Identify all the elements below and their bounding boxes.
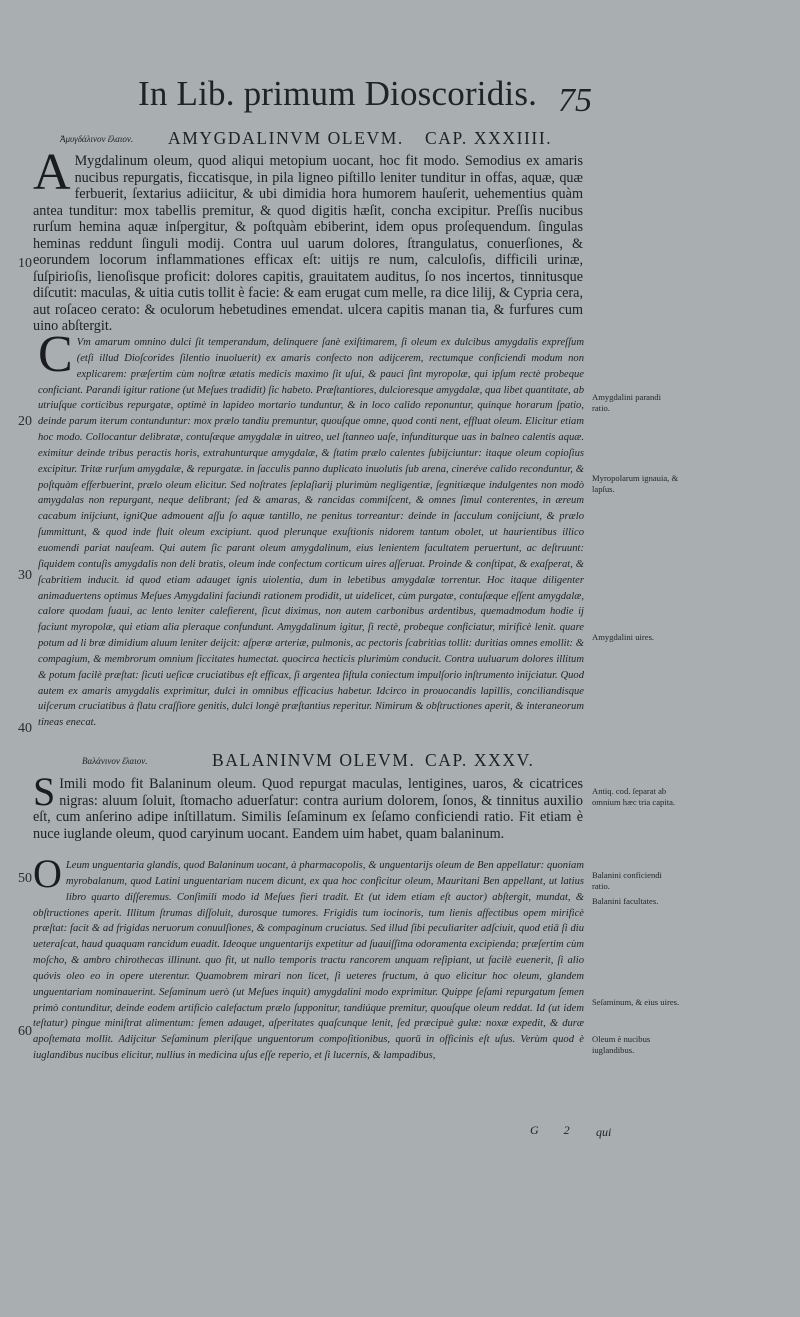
chapter-number: CAP. XXXIIII. — [425, 128, 553, 148]
line-number: 10 — [18, 256, 32, 271]
chapter-title: BALANINVM OLEVM. — [212, 750, 416, 770]
greek-title: Βαλάνινον ἔλαιον. — [82, 756, 148, 766]
catchword: qui — [596, 1125, 612, 1139]
line-number: 50 — [18, 871, 32, 886]
page-number: 75 — [558, 82, 592, 119]
chapter-heading — [0, 750, 800, 772]
margin-note: Antiq. cod. ſeparat ab omnium hæc tria capita. — [592, 786, 676, 807]
line-number: 30 — [18, 568, 32, 583]
chapter-heading — [0, 128, 800, 150]
margin-note: Myropolarum ignauia, & lapſus. — [592, 473, 679, 494]
drop-cap: S — [33, 769, 56, 814]
margin-note: Balanini conficiendi ratio. — [592, 870, 662, 891]
margin-note: Seſaminum, & eius uires. — [592, 997, 680, 1007]
margin-note: Oleum è nucibus iuglandibus. — [592, 1034, 651, 1055]
chapter-number: CAP. XXXV. — [425, 750, 535, 770]
drop-cap: O — [33, 851, 62, 896]
chapter-title: AMYGDALINVM OLEVM. — [168, 128, 404, 148]
margin-note: Amygdalini uires. — [592, 632, 655, 642]
line-number: 60 — [18, 1024, 32, 1039]
commentary-body: Vm amarum omnino dulci ſit temperandum, delinquere ſanè exiſtimarem, ſi oleum ex dulcibus amygdalis expreſſum (etſi illud Dioſcorides ſilentio inuoluerit) ex amaris confecto non adijcerem, rectumque conficiendi modum non explicarem: præſertim cùm noſtræ ætatis medicis maximo ſit uſui, & pauci ſint myropolæ, qui ipſum rectè probeque conficiant. Parandi igitur ratione (ut Meſues tradidit) ſic habeto. Præſtantiores, dulcioresque amygdalæ, qua libet quantitate, ab utriuſque corticibus repurgatæ, optimè in lapideo mortario tunduntur, & in loco calido reponuntur, quinque horarum ſpatio, deinde parum iterum contunduntur: mox prælo tandiu premuntur, quouſque omne, quod conti nent, effluat oleum. Elicitur etiam hoc modo. Collocantur delibratæ, contuſæque amygdalæ in uitreo, uel ſtanneo uaſe, infunditurque uas in balneo calentis aquæ. eximitur deinde tribus peractis horis, extrahunturque amygdalæ, & ſtatim prælo calentes ſubijciuntur: itaque oleum copioſius excipitur. Tritæ rurſum amygdalæ, & repurgatæ. in ſacculis panno duplicato inuolutis ſub arena, cineréve calido reconduntur, & poſtquàm efferbuerint, prælo oleum elicitur. Sed noſtrates ſeplaſiarij plurimùm negligentiæ, ſegnitiæque indulgentes non modò amygdalas non repurgant, neque delibrant; ſed & amaras, & rancidas commiſcent, & omnes ſimul conterentes, in æreum cacabum inijciunt, igniQue admouent aſſu ſo aquæ tantillo, ne penitus torreantur: deinde in ſacculum conijciunt, & prælo ſummittunt, & quod inde fluit oleum excipiunt. quod plerunque exuſtionis nidorem tantum obolet, ut haurientibus illico euomendi pariat nauſeam. Qui autem ſic parant oleum amygdalinum, eius lenientem facultatem peruertunt, ac deſtruunt: ſiquidem contuſis amygdalis non deli bratis, oleum inde confectum corticum uires aſſeruat. Proinde & conſtipat, & exaſperat, & ſcabritiem inducit. id quod etiam adauget ignis uiolentia, dum in lebetibus amygdalæ torrentur. Hoc itaque diligenter animaduertens optimus Meſues Amygdalini faciundi rationem prodidit, ut uidelicet, cùm purgatæ, contuſæque eſſent amygdalæ, calore quodam ſuaui, ac lento leniter calefierent, ſicut diximus, non autem carbonibus ardentibus, quemadmodum hodie ij faciunt myropolæ, qui etiam alia pleraque confundunt. Amygdalinum igitur, ſi rectè, probeque conficiatur, mirificè lenit. quare potum ad li bræ dimidium aluum leniter deijcit: aſperæ arteriæ, pulmonis, ac pectoris ſcabritias tollit: duritias omnes emollit: & compagium, & membrorum omnium ſiccitates humectat. quocirca hecticis plurimùm conducit. Contra uuluarum dolores illitum & potum facilè præſtat: ſicuti ueſicæ cruciatibus eſt efficax, ſi argentea fiſtula coniectum impulſorio inſtrumento inijciatur. Quod autem ex amaris amygdalis exprimitur, dulci in omnibus efficacius habetur. Idcirco in prouocandis lapillis, conciliandisque uiſcerum cruciatibus à flatu craſſiore genitis, dulci longè præſtantius reperitur. Nimirum & obſtructiones aperit, & interaneorum tineas enecat. — [38, 337, 584, 729]
running-title: In Lib. primum Dioscoridis. — [138, 74, 538, 113]
greek-title: Ἀμυγδάλινον ἔλαιον. — [60, 134, 134, 144]
margin-note: Amygdalini parandi ratio. — [592, 392, 661, 413]
chapter-text-body: Imili modo fit Balaninum oleum. Quod repurgat maculas, lentigines, uaros, & cicatrices nigras: aluum ſoluit, ſtomacho aduerſatur: contra aurium dolorem, ſonos, & tinnitus auxilio eſt, cum anſerino adipe inſtillatum. Similis ſeſaminum ex ſeſamo conficiendi ratio. Fit etiam è nuce iuglande oleum, quod caryinum uocant. Eandem uim habet, quam balaninum. — [33, 776, 583, 842]
running-head — [0, 74, 800, 118]
commentary — [38, 326, 584, 731]
commentary-body: Leum unguentaria glandis, quod Balaninum uocant, à pharmacopolis, & unguentarijs oleum de Ben appellatur: quoniam myrobalanum, quod Latini unguentariam nucem dicunt, ex qua hoc conficitur oleum, Mauritani Ben appellant, ut latius libro quarto diſſeremus. Conſimili modo id Meſues fieri tradit. Et (ut idem etiam eſt auctor) abſtergit, mundat, & obſtructiones aperit. Illitum ſtrumas diſſoluit, durosque tumores. Frigidis tum iocinoris, tum lienis affectibus opem mirificè præſtat: facit & ad frigidas neruorum conuulſiones, & compaginum cruciatus. Sed illud ſibi peculiariter adſciuit, quod etiā ſi diu ueteraſcat, haud quaquam rancidum euadit. Ideoque unguentarijs expetitur ad ſuauiſſima odoramenta excipienda; præſertim cùm moſcho, & ambro chirothecas illinunt. quo fit, ut nullo temporis tractu rancorem unquam reſipiant, ut facilè euenerit, ſi alio quóvis oleo eo in opere uterentur. Quamobrem mirari non licet, ſi ueteres fructum, à quo elicitur hoc oleum, glandem unguentariam nominauerint. Seſaminum uerò (ut Meſues inquit) amygdalini modo exprimitur. Quippe ſeſami repurgatum ſemen primò contunditur, deinde eodem artificio calefactum prælo ſupponitur, tandiúque premitur, quouſque oleum reddat. Id (ut idem teſtatur) pingue miniſtrat alimentum: ſemen adauget, aſperitates quaſcunque lenit, ſed præcipuè gulæ: noxæ expedit, & duræ apoſtemata mollit. Adijcitur Seſaminum pleriſque unguentorum compoſitionibus, quorū in officinis eſt uſus. Verùm quod è iuglandibus nucibus elicitur, nullius in medicina uſus eſſe reperio, et ſi lucernis, & lampadibus, — [33, 860, 584, 1062]
drop-cap: C — [38, 326, 73, 383]
chapter-text-body: Mygdalinum oleum, quod aliqui metopium uocant, hoc fit modo. Semodius ex amaris nucibus repurgatis, ficcatisque, in pila ligneo piſtillo leniter tunditur in offas, aquæ, quæ ferbuerit, ſextarius adiicitur, & ubi dimidia hora humorem hauſerit, uehementius quàm antea tunditur: mox tabellis premitur, & quod digitis hæſit, concha excipitur. Preſſis nucibus rurſum hemina aquæ inſpergitur, & poſtquàm ebiberint, idem opus proſequendum. ſingulas heminas reddunt ſinguli modij. Contra uul uarum dolores, ſtrangulatus, conuerſiones, & eorundem locorum inflammationes efficax eſt: uitijs re num, calculoſis, difficili urinæ, ſuſpirioſis, lienoſisque proficit: dolores capitis, grauitatem auditus, ſo nos incertos, tinnitusque diſcutit: maculas, & uitia cutis tollit è facie: & eam erugat cum melle, ra dice lilij, & Cypria cera, aut roſaceo cerato: & oculorum hebetudines emendat. ulcera capitis manan tia, & furfures cum uino abſtergit. — [33, 153, 583, 334]
margin-note: Balanini facultates. — [592, 896, 659, 906]
line-number: 40 — [18, 721, 32, 736]
drop-cap: A — [33, 144, 71, 201]
chapter-text — [33, 769, 583, 842]
commentary — [33, 851, 584, 1064]
line-number: 20 — [18, 414, 32, 429]
signature-mark: G 2 — [530, 1123, 570, 1137]
chapter-text — [33, 144, 583, 335]
